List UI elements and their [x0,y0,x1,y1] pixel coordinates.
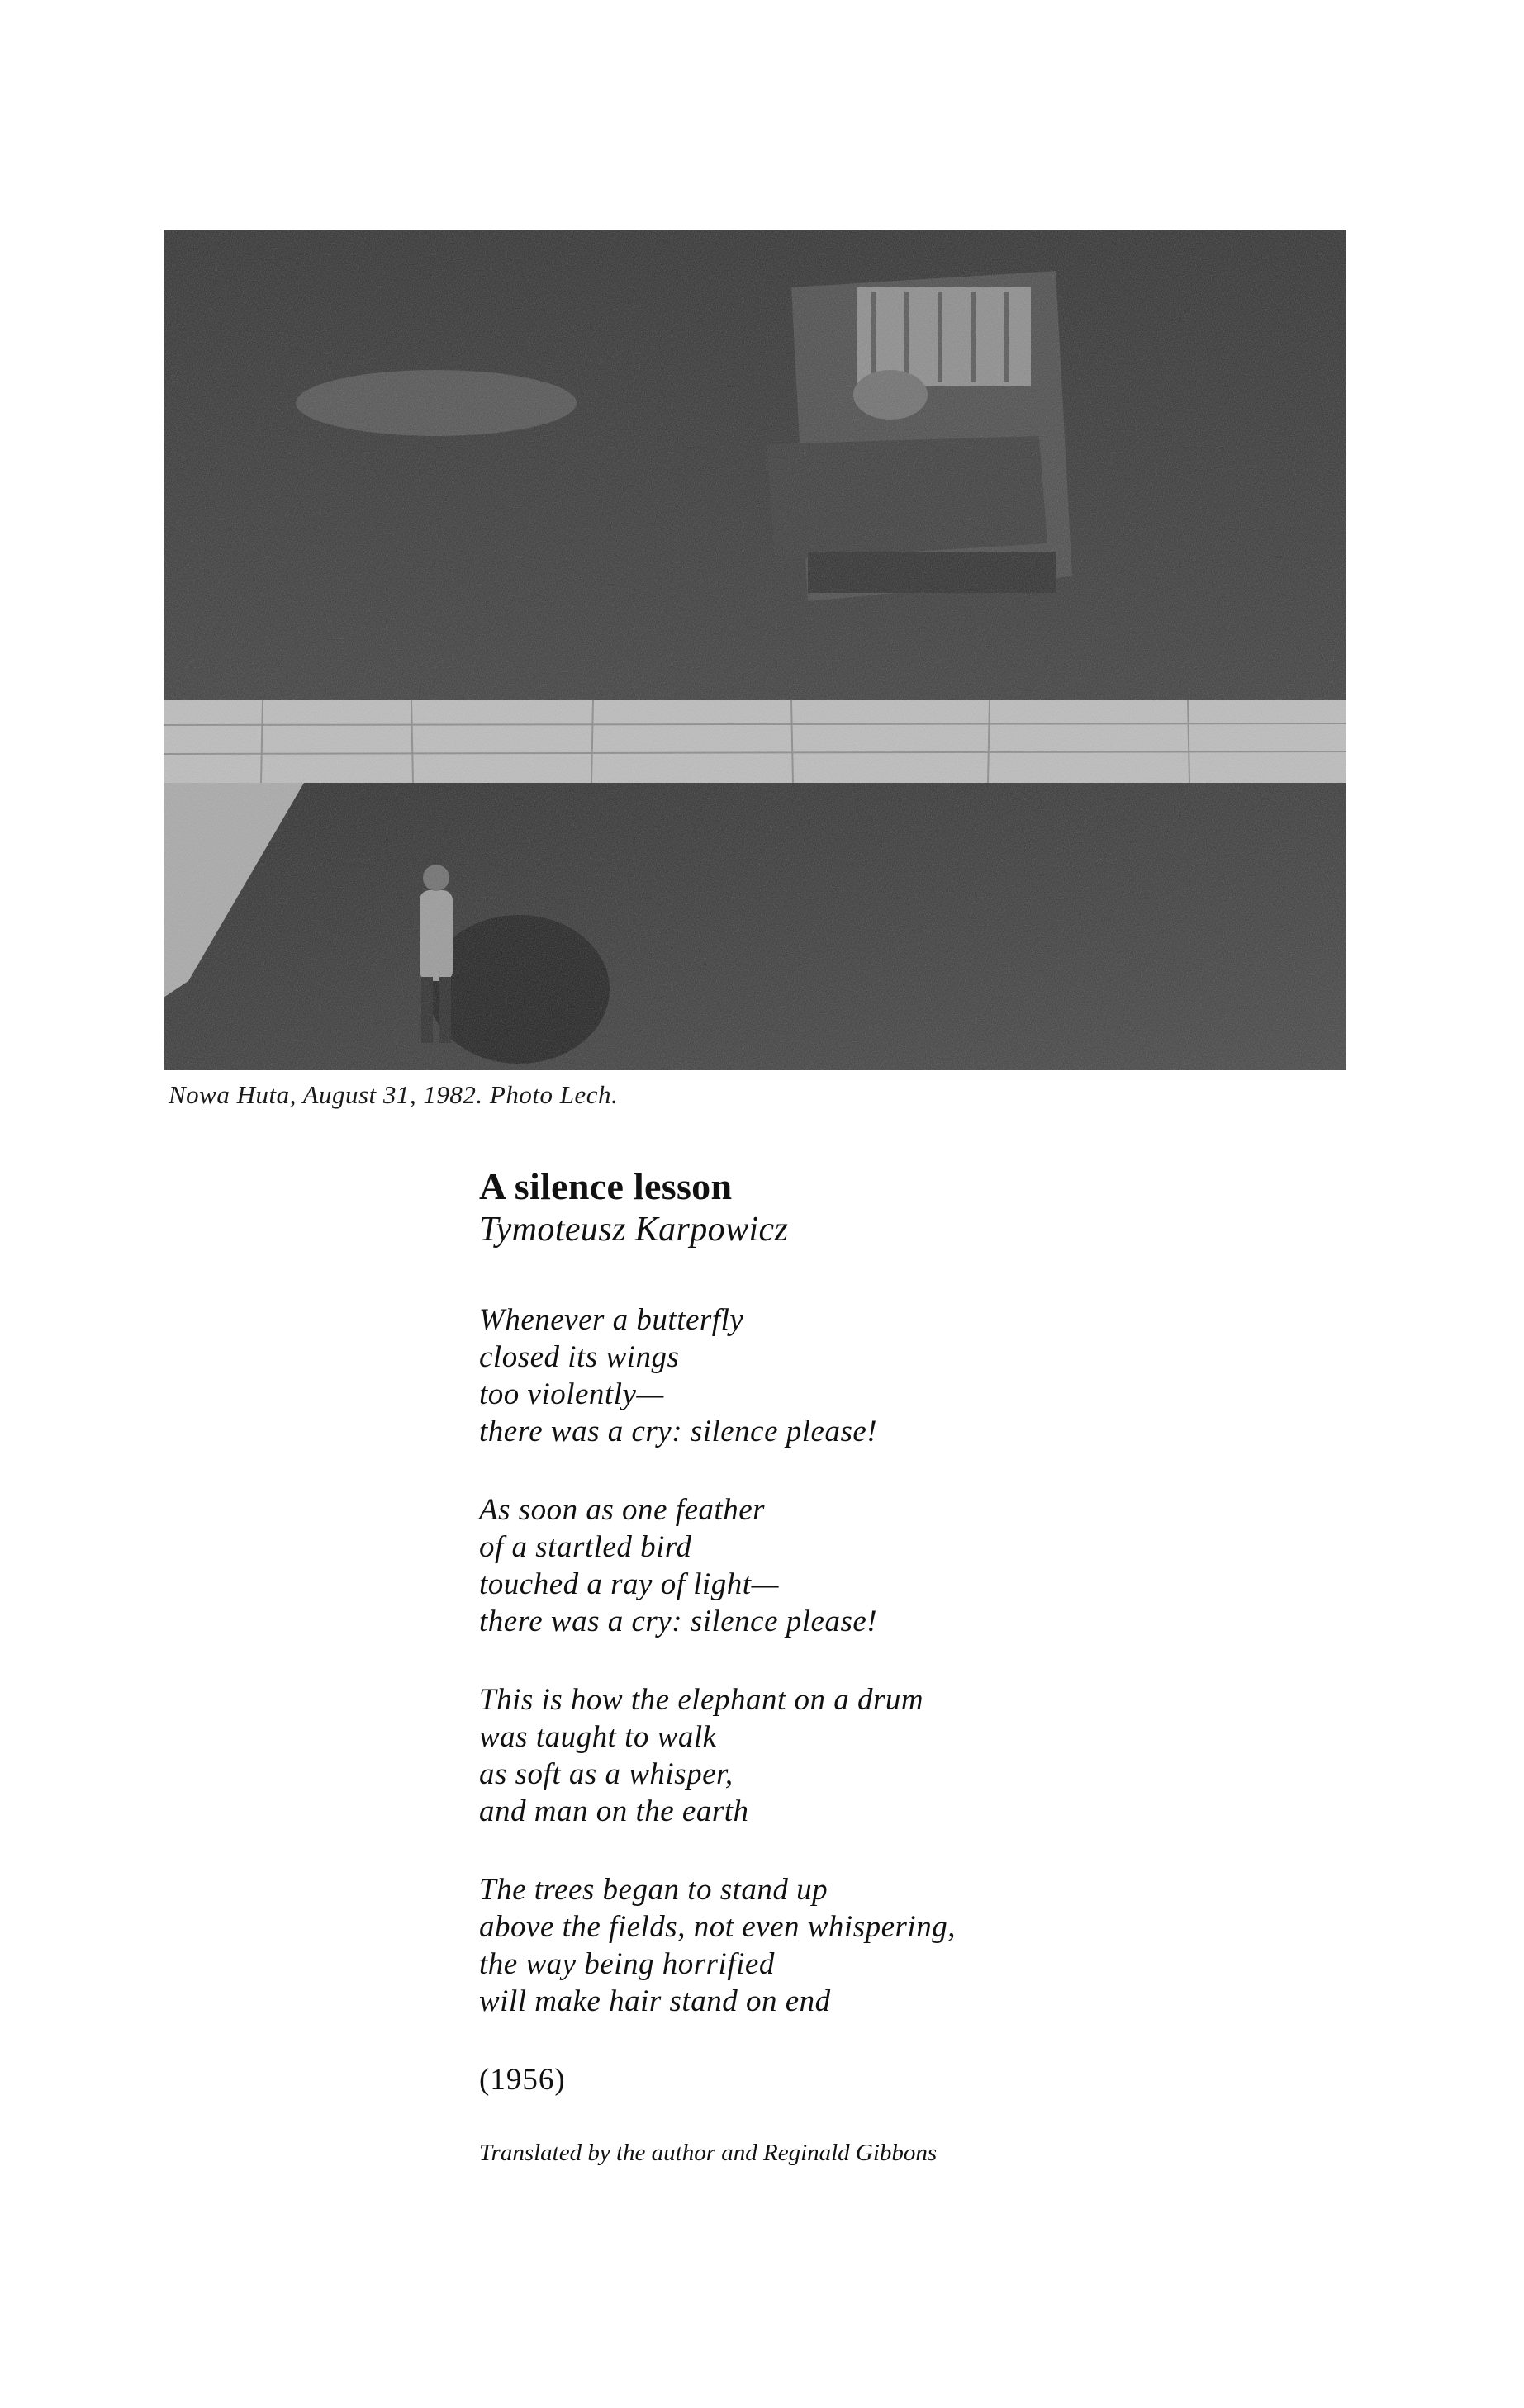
photo-image [164,230,1346,1070]
poem-line: will make hair stand on end [479,1984,831,2018]
poem-author: Tymoteusz Karpowicz [479,1211,789,1249]
poem-line: above the fields, not even whispering, [479,1910,956,1944]
translator-credit: Translated by the author and Reginald Gibbons [479,2140,938,2166]
poem-line: As soon as one feather [479,1493,766,1527]
poem-line: of a startled bird [479,1530,692,1564]
poem-line: The trees began to stand up [479,1873,828,1907]
poem-line: and man on the earth [479,1794,749,1828]
poem [479,1164,1388,2168]
poem-line: Whenever a butterfly [479,1303,744,1337]
poem-line: there was a cry: silence please! [479,1415,878,1448]
stanza-1 [479,1301,1388,1450]
poem-body [479,1301,1388,2020]
stanza-2 [479,1491,1388,1640]
photo-caption: Nowa Huta, August 31, 1982. Photo Lech. [169,1080,619,1109]
stanza-3 [479,1681,1388,1830]
poem-line: the way being horrified [479,1947,775,1981]
poem-line: This is how the elephant on a drum [479,1683,924,1717]
poem-title: A silence lesson [479,1165,733,1207]
poem-line: was taught to walk [479,1720,717,1754]
poem-date: (1956) [479,2063,566,2097]
photograph [164,230,1346,1070]
poem-line: too violently— [479,1377,664,1411]
poem-line: there was a cry: silence please! [479,1605,878,1638]
poem-line: touched a ray of light— [479,1567,779,1601]
poem-line: as soft as a whisper, [479,1757,734,1791]
stanza-4 [479,1871,1388,2020]
poem-line: closed its wings [479,1340,680,1374]
